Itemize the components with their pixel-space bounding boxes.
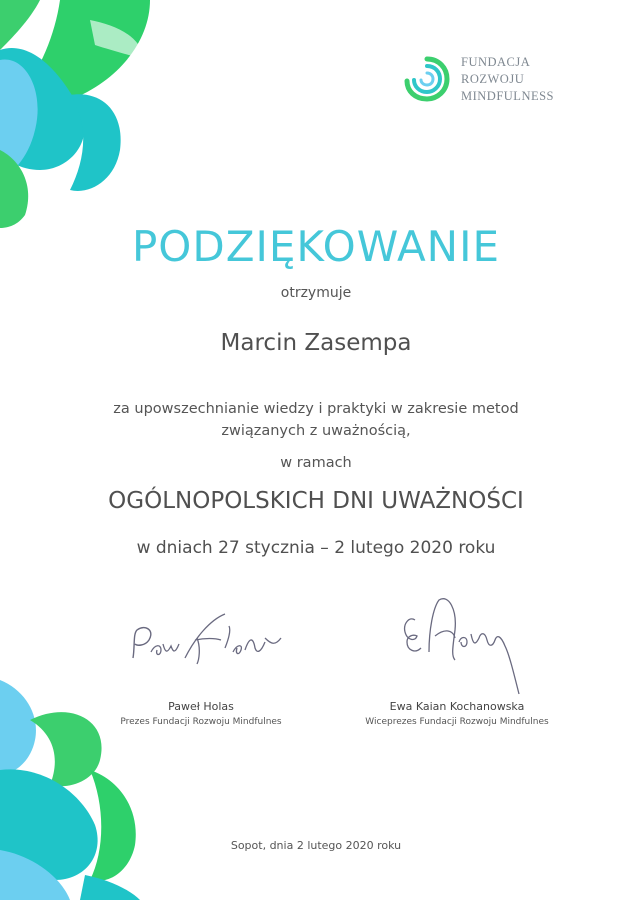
swirl-logo-icon [403, 55, 451, 103]
decorative-corner-bottom [0, 680, 160, 900]
reason-line-2: związanych z uważnością, [221, 423, 411, 439]
decorative-corner-top [0, 0, 160, 230]
signatory-2-role: Wiceprezes Fundacji Rozwoju Mindfulnes [365, 717, 549, 727]
within-label: w ramach [280, 455, 352, 471]
signature-1-graphic [125, 608, 285, 668]
logo-line-3: MINDFULNESS [461, 89, 555, 103]
signatory-1-name: Paweł Holas [168, 700, 234, 713]
signatory-1-role: Prezes Fundacji Rozwoju Mindfulnes [120, 717, 282, 727]
event-name: OGÓLNOPOLSKICH DNI UWAŻNOŚCI [108, 488, 524, 514]
reason-line-1: za upowszechnianie wiedzy i praktyki w zakresie metod [113, 401, 519, 417]
place-and-date: Sopot, dnia 2 lutego 2020 roku [230, 839, 402, 852]
signature-2-graphic [395, 590, 525, 700]
logo-line-1: FUNDACJA [461, 55, 531, 69]
signatory-2-name: Ewa Kaian Kochanowska [389, 700, 525, 713]
recipient-name: Marcin Zasempa [220, 330, 412, 356]
logo-line-2: ROZWOJU [461, 72, 525, 86]
certificate-title: PODZIĘKOWANIE [131, 222, 501, 271]
event-dates: w dniach 27 stycznia – 2 lutego 2020 roku [136, 538, 496, 558]
receives-label: otrzymuje [280, 285, 352, 301]
